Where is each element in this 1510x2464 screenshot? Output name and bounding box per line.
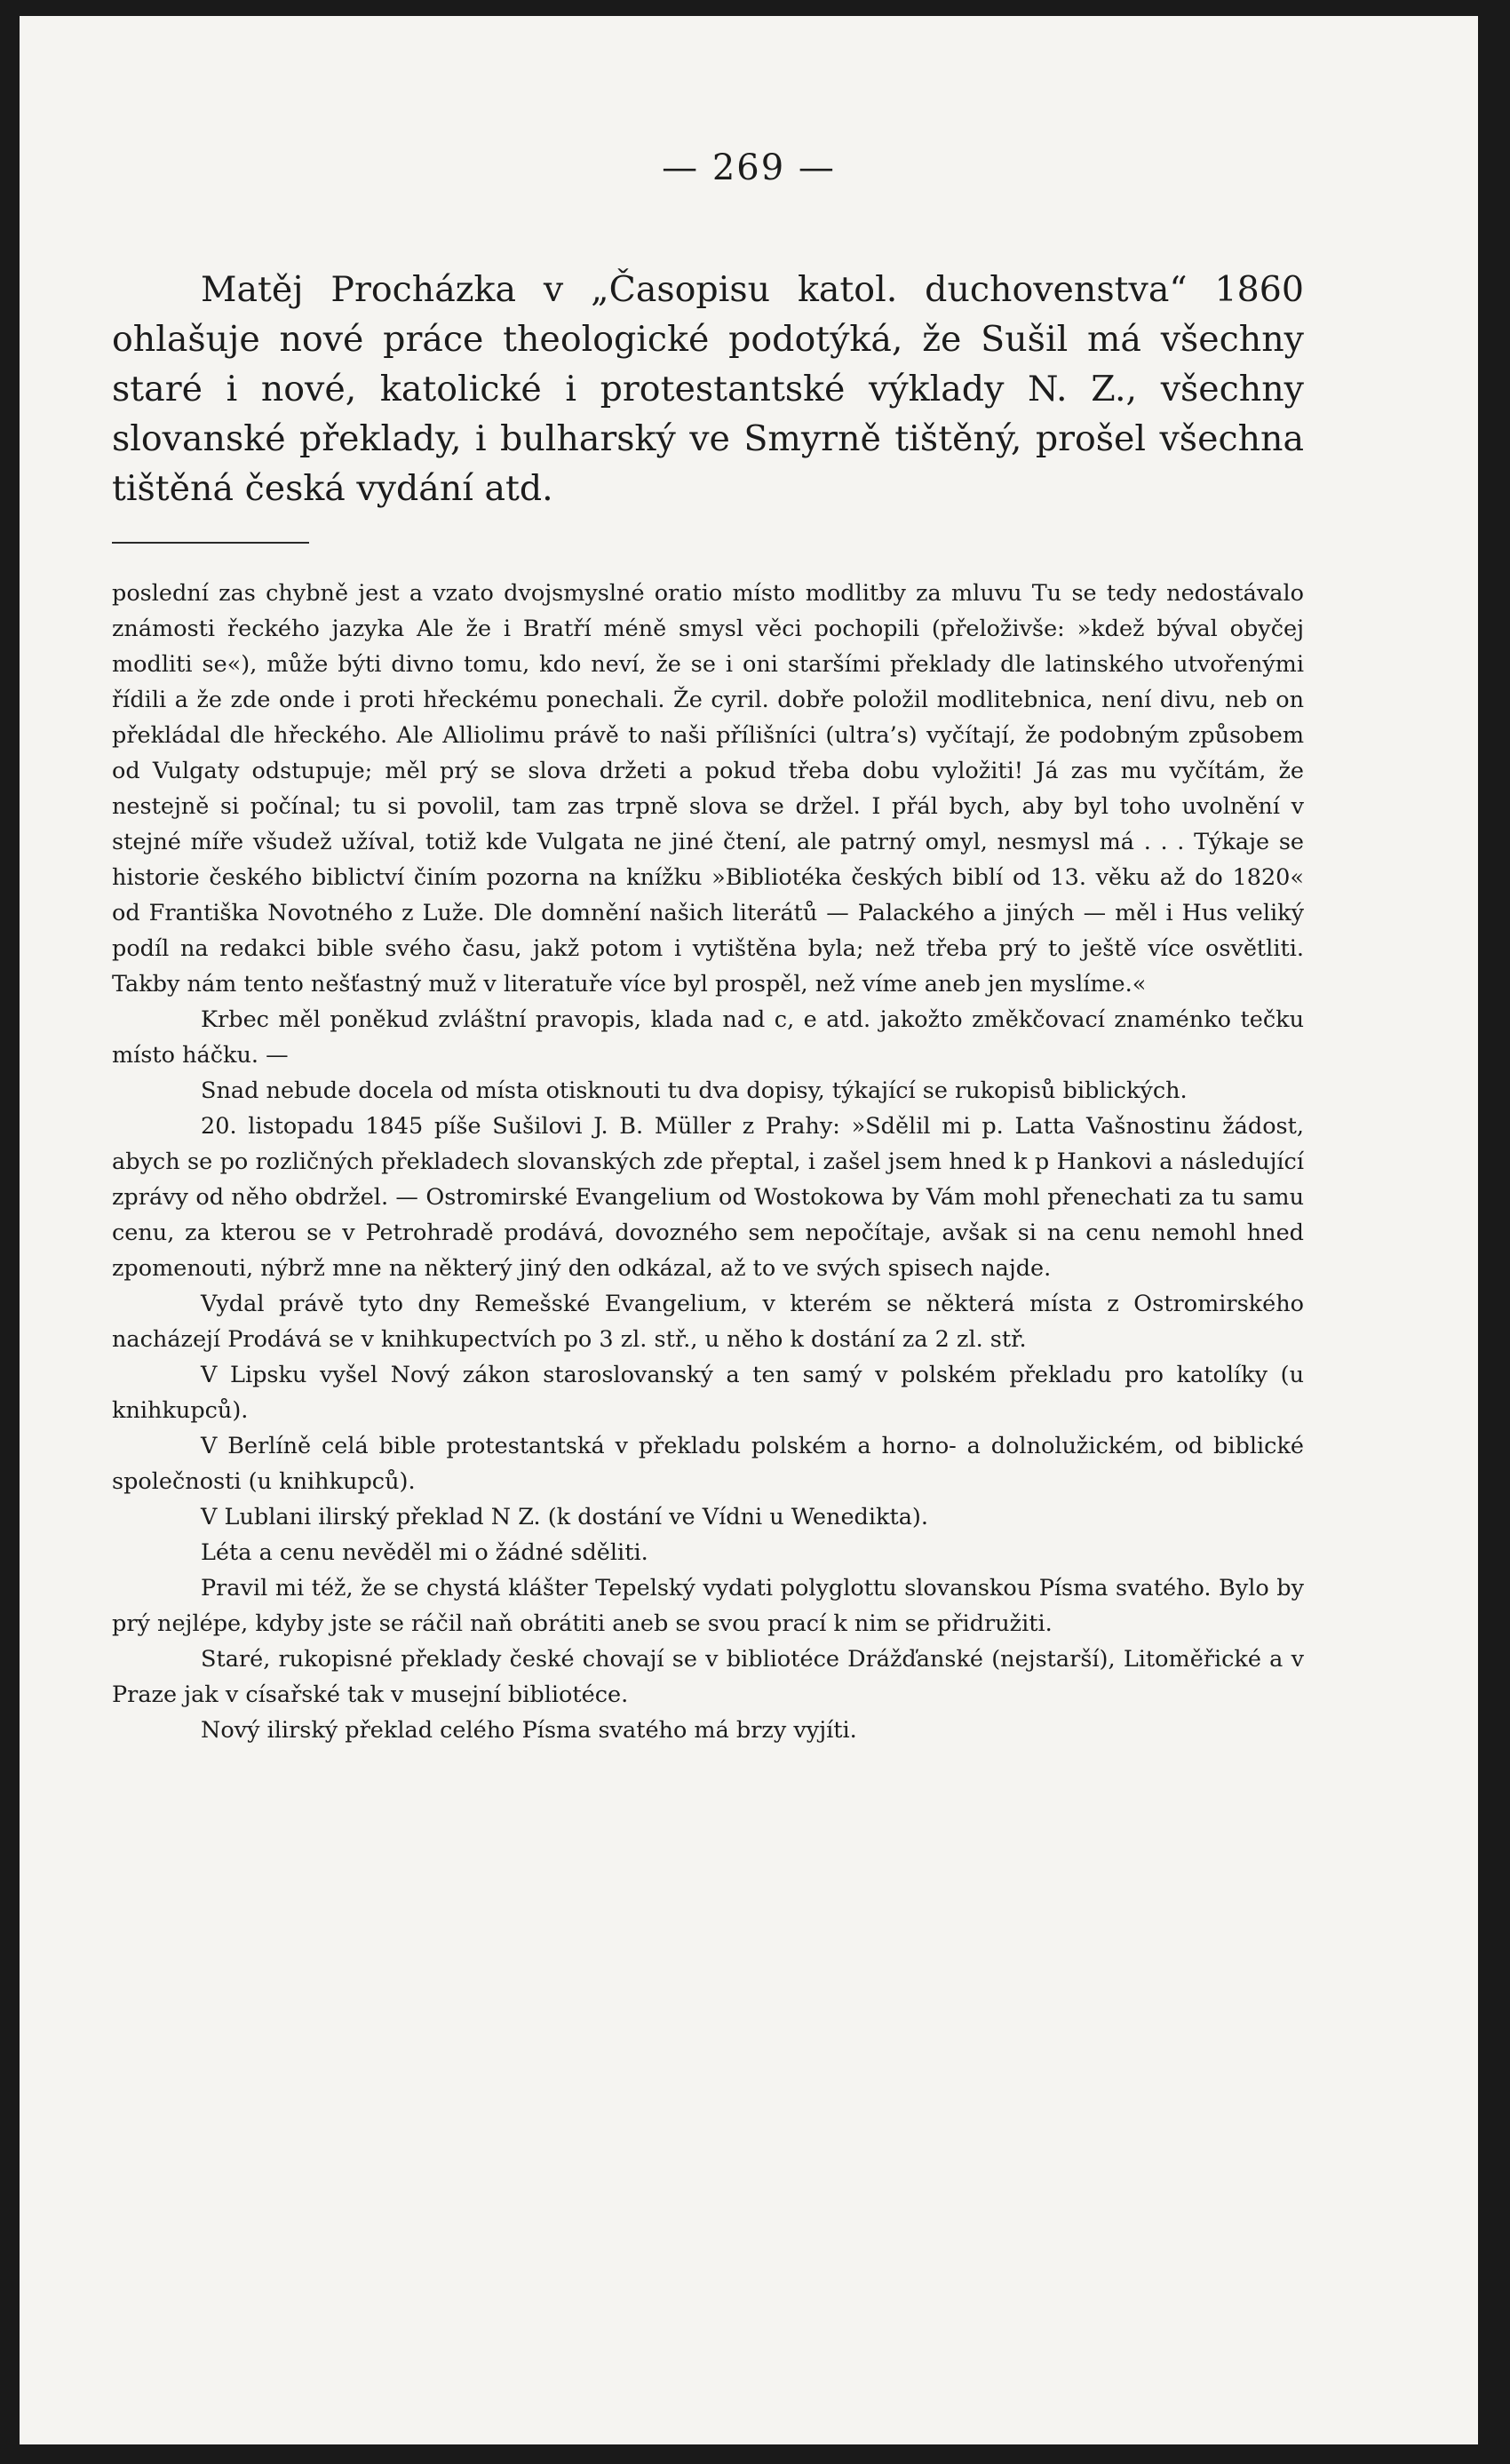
paragraph: Vydal právě tyto dny Remešské Evangelium, v kterém se některá místa z Ostromirského nacházejí Prodává se v knihkupectvích po 3 zl. stř., u něho k dostání za 2 zl. stř.	[112, 1291, 1304, 1353]
paragraph: 20. listopadu 1845 píše Sušilovi J. B. Müller z Prahy: »Sdělil mi p. Latta Vašnostinu žádost, abych se po rozličných překladech slovanských zde přeptal, i zašel jsem hned k p Hankovi a následující zprávy od něho obdržel. — Ostromirské Evangelium od Wostokowa by Vám mohl přenechati za tu samu cenu, za kterou se v Petrohradě prodává, dovozného sem nepočítaje, avšak si na cenu nemohl hned zpomenouti, nýbrž mne na některý jiný den odkázal, až to ve svých spisech najde.	[112, 1113, 1304, 1282]
scanned-page	[20, 16, 1478, 2444]
footnote-separator	[112, 542, 309, 544]
paragraph: Staré, rukopisné překlady české chovají se v bibliotéce Drážďanské (nejstarší), Litoměřické a v Praze jak v císařské tak v musejní bibliotéce.	[112, 1646, 1304, 1708]
page-number: — 269 —	[662, 147, 836, 188]
paragraph: V Lublani ilirský překlad N Z. (k dostání ve Vídni u Wenedikta).	[201, 1504, 928, 1530]
paragraph: Pravil mi též, že se chystá klášter Tepelský vydati polyglottu slovanskou Písma svatého. Bylo by prý nejlépe, kdyby jste se ráčil naň obrátiti aneb se svou prací k nim se přidružiti.	[112, 1575, 1304, 1637]
lead-paragraph: Matěj Procházka v „Časopisu katol. duchovenstva“ 1860 ohlašuje nové práce theologické podotýká, že Sušil má všechny staré i nové, katolické i protestantské výklady N. Z., všechny slovanské překlady, i bulharský ve Smyrně tištěný, prošel všechna tištěná česká vydání atd.	[112, 269, 1304, 509]
paragraph: V Lipsku vyšel Nový zákon staroslovanský a ten samý v polském překladu pro katolíky (u knihkupců).	[112, 1362, 1304, 1424]
paragraph: Nový ilirský překlad celého Písma svatého má brzy vyjíti.	[201, 1717, 857, 1744]
paragraph: Snad nebude docela od místa otisknouti tu dva dopisy, týkající se rukopisů biblických.	[201, 1077, 1188, 1104]
paragraph: Léta a cenu nevěděl mi o žádné sděliti.	[201, 1539, 648, 1566]
text-block	[112, 265, 1304, 1748]
footnote-paragraph: poslední zas chybně jest a vzato dvojsmyslné oratio místo modlitby za mluvu Tu se tedy nedostávalo známosti řeckého jazyka Ale že i Bratří méně smysl věci pochopili (přeloživše: »kdež býval obyčej modliti se«), může býti divno tomu, kdo neví, že se i oni staršími překlady dle latinského utvořenými řídili a že zde onde i proti hřeckému ponechali. Že cyril. dobře položil modlitebnica, není divu, neb on překládal dle hřeckého. Ale Alliolimu právě to naši přílišníci (ultra’s) vyčítají, že podobným způsobem od Vulgaty odstupuje; měl prý se slova držeti a pokud třeba dobu vyložiti! Já zas mu vyčítám, že nestejně si počínal; tu si povolil, tam zas trpně slova se držel. I přál bych, aby byl toho uvolnění v stejné míře všudež užíval, totiž kde Vulgata ne jiné čtení, ale patrný omyl, nesmysl má . . . Týkaje se historie českého biblictví činím pozorna na knížku »Bibliotéka českých biblí od 13. věku až do 1820« od Františka Novotného z Luže. Dle domnění našich literátů — Palackého a jiných — měl i Hus veliký podíl na redakci bible svého času, jakž potom i vytištěna byla; než třeba prý to ještě více osvětliti. Takby nám tento nešťastný muž v literatuře více byl prospěl, než víme aneb jen myslíme.«	[112, 580, 1304, 998]
paragraph: V Berlíně celá bible protestantská v překladu polském a horno- a dolnolužickém, od biblické společnosti (u knihkupců).	[112, 1433, 1304, 1495]
paragraph: Krbec měl poněkud zvláštní pravopis, klada nad c, e atd. jakožto změkčovací znaménko tečku místo háčku. —	[112, 1006, 1304, 1069]
